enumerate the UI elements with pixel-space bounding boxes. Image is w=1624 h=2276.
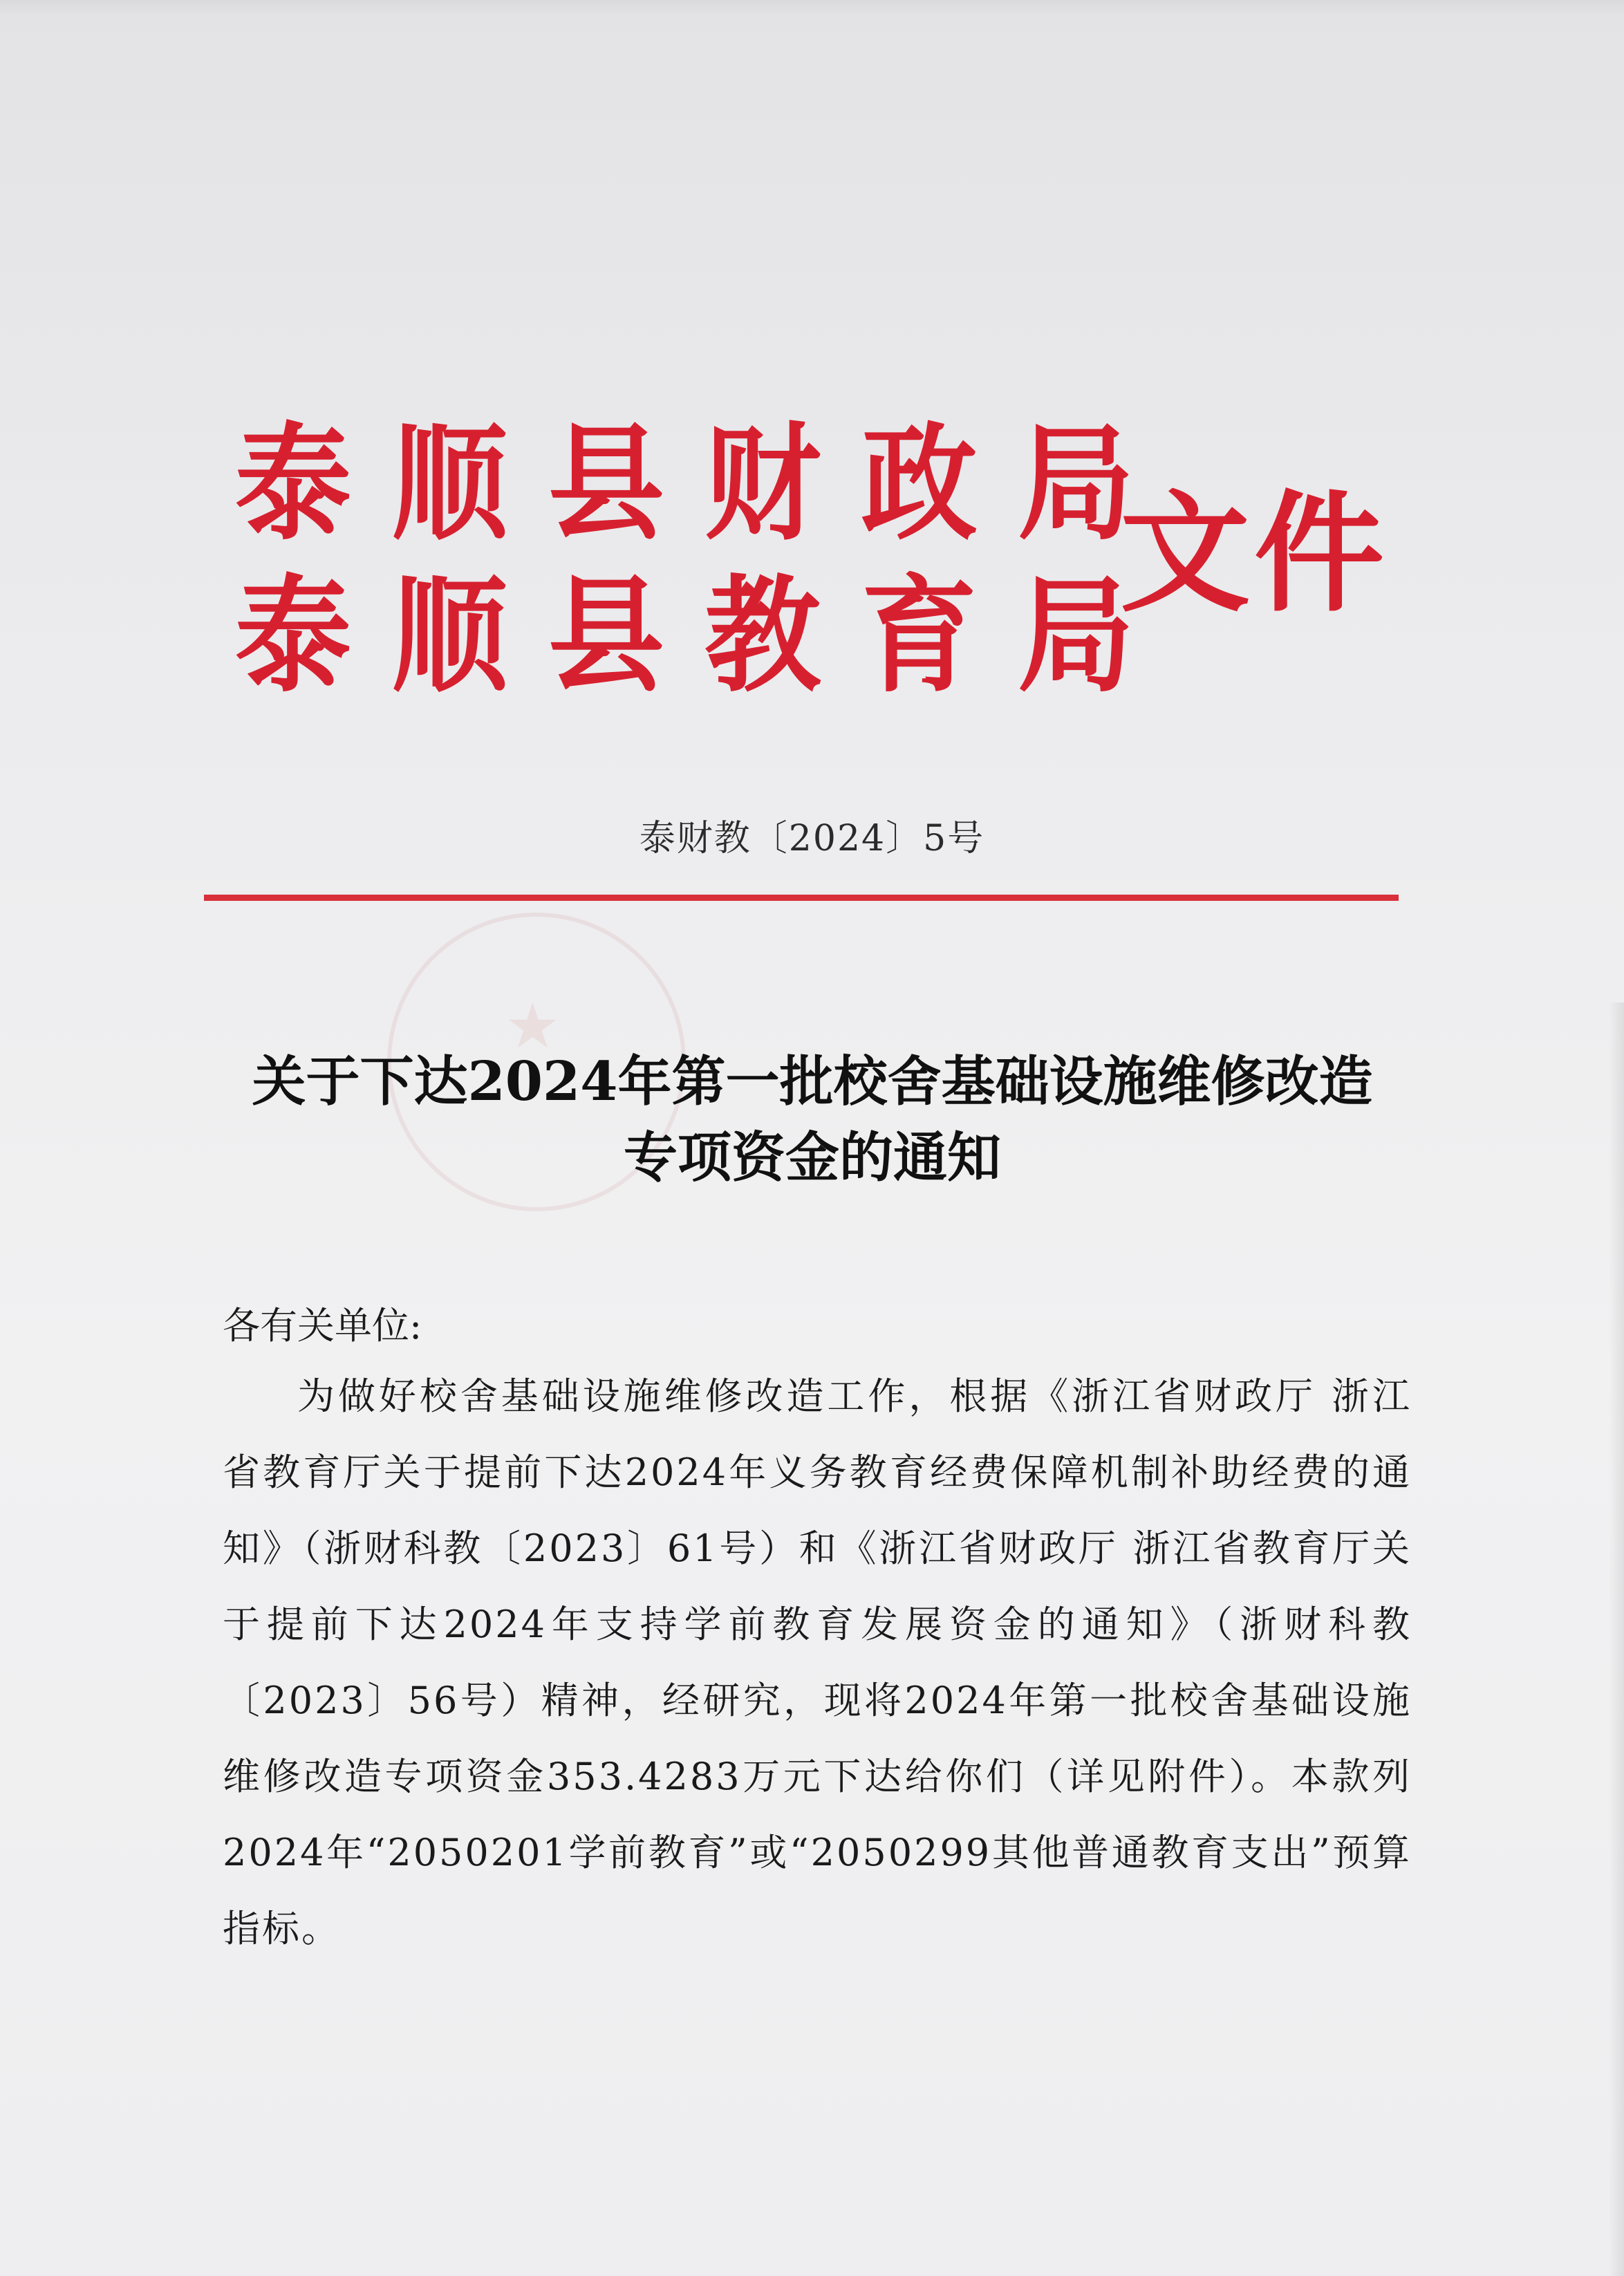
issuer-char: 泰	[235, 411, 351, 557]
document-title-line-2: 专项资金的通知	[623, 1126, 1001, 1189]
issuer-line-education-bureau	[235, 560, 1134, 712]
header-divider	[204, 895, 1399, 901]
issuer-char: 局	[1017, 411, 1134, 557]
document-number: 泰财教〔2024〕5号	[639, 818, 985, 859]
salutation: 各有关单位:	[223, 1304, 422, 1347]
issuer-char: 财	[704, 411, 821, 557]
issuer-char: 教	[704, 563, 821, 709]
document-type-label: 文件	[1120, 478, 1388, 630]
issuer-char: 县	[548, 411, 664, 557]
issuer-char: 顺	[391, 411, 508, 557]
issuer-char: 泰	[235, 563, 351, 709]
issuer-char: 顺	[391, 563, 508, 709]
issuer-char: 育	[861, 563, 978, 709]
document-title	[180, 1044, 1445, 1196]
page-shadow	[0, 0, 1624, 17]
issuer-line-finance-bureau	[235, 408, 1134, 560]
faded-stamp-star-icon: ★	[505, 990, 561, 1063]
page-edge-shadow	[1609, 1002, 1624, 2276]
body-paragraph: 为做好校舍基础设施维修改造工作，根据《浙江省财政厅 浙江省教育厅关于提前下达2024年义务教育经费保障机制补助经费的通知》（浙财科教〔2023〕61号）和《浙江省财政厅 浙江省教育厅关于提前下达2024年支持学前教育发展资金的通知》（浙财科教〔2023〕56号）精神，经研究，现将2024年第一批校舍基础设施维修改造专项资金353.4283万元下达给你们（详见附件）。本款列2024年“2050201学前教育”或“2050299其他普通教育支出”预算指标。	[223, 1374, 1412, 1950]
document-header	[235, 408, 1410, 719]
issuer-char: 局	[1017, 563, 1134, 709]
issuer-char: 县	[548, 563, 664, 709]
issuer-char: 政	[861, 411, 978, 557]
document-title-line-1: 关于下达2024年第一批校舍基础设施维修改造	[252, 1050, 1373, 1113]
